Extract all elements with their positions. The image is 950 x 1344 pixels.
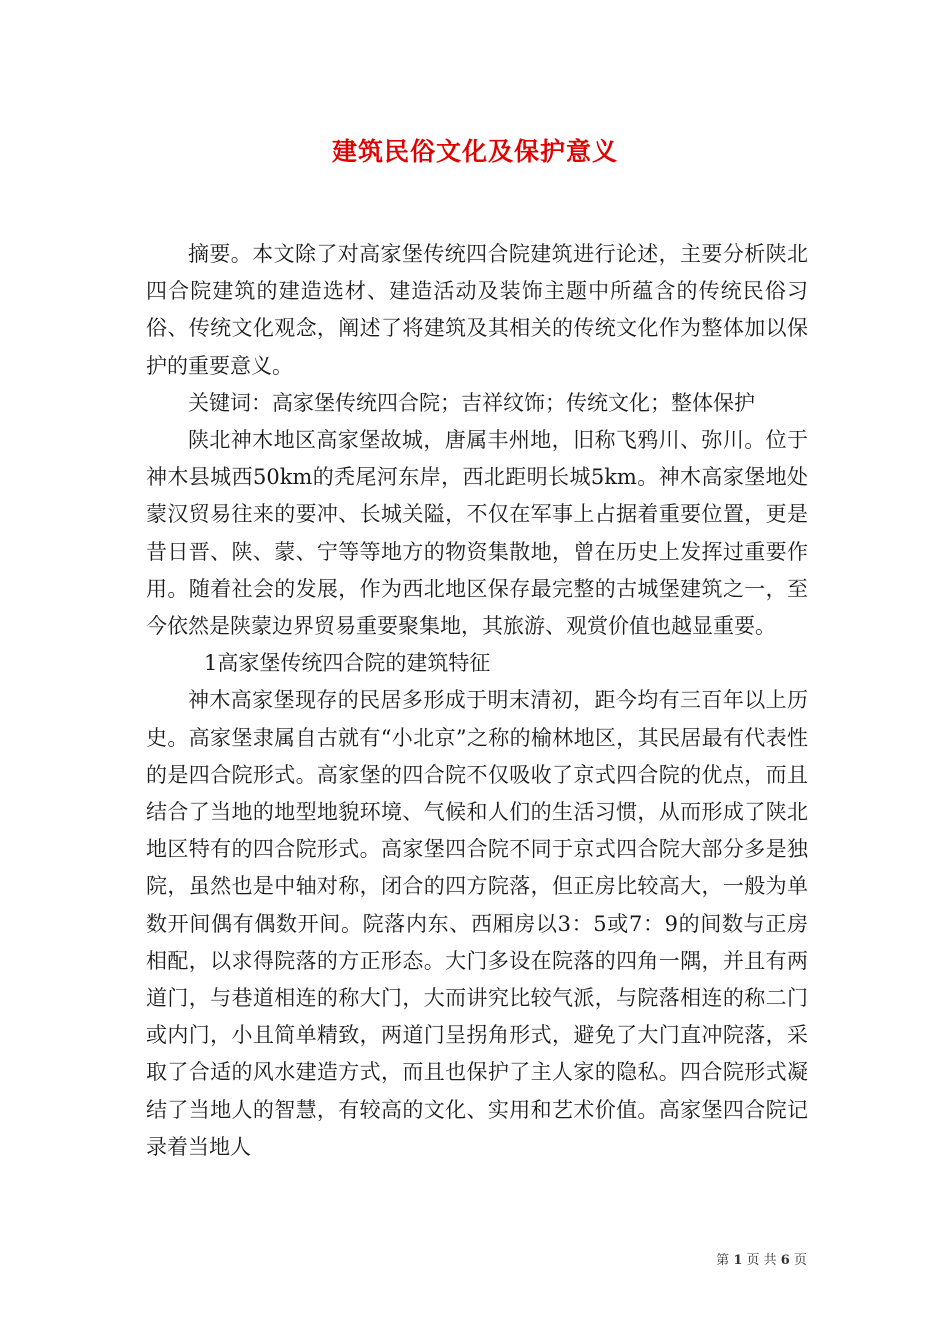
abstract-paragraph: 摘要。本文除了对高家堡传统四合院建筑进行论述，主要分析陕北四合院建筑的建造选材、建造活动及装饰主题中所蕴含的传统民俗习俗、传统文化观念，阐述了将建筑及其相关的传统文化作为整体加以保护的重要意义。 xyxy=(146,242,808,378)
footer-page-number: 1 xyxy=(733,1253,743,1268)
footer-suffix: 页 xyxy=(793,1253,807,1268)
keywords-paragraph: 关键词：高家堡传统四合院；吉祥纹饰；传统文化；整体保护 xyxy=(188,390,755,415)
footer-prefix: 第 xyxy=(716,1253,730,1268)
footer-middle: 页 共 xyxy=(746,1253,777,1268)
page-footer xyxy=(716,1249,807,1268)
document-title: 建筑民俗文化及保护意义 xyxy=(331,137,618,166)
footer-total-pages: 6 xyxy=(780,1253,790,1268)
document-body xyxy=(146,236,808,1166)
intro-paragraph: 陕北神木地区高家堡故城，唐属丰州地，旧称飞鸦川、弥川。位于神木县城西50km的秃尾河东岸，西北距明长城5km。神木高家堡地处蒙汉贸易往来的要冲、长城关隘，不仅在军事上占据着重要位置，更是昔日晋、陕、蒙、宁等等地方的物资集散地，曾在历史上发挥过重要作用。随着社会的发展，作为西北地区保存最完整的古城堡建筑之一，至今依然是陕蒙边界贸易重要聚集地，其旅游、观赏价值也越显重要。 xyxy=(146,428,808,639)
section-paragraph: 神木高家堡现存的民居多形成于明末清初，距今均有三百年以上历史。高家堡隶属自古就有“小北京”之称的榆林地区，其民居最有代表性的是四合院形式。高家堡的四合院不仅吸收了京式四合院的优点，而且结合了当地的地型地貌环境、气候和人们的生活习惯，从而形成了陕北地区特有的四合院形式。高家堡四合院不同于京式四合院大部分多是独院，虽然也是中轴对称，闭合的四方院落，但正房比较高大，一般为单数开间偶有偶数开间。院落内东、西厢房以3：5或7：9的间数与正房相配，以求得院落的方正形态。大门多设在院落的四角一隅，并且有两道门，与巷道相连的称大门，大而讲究比较气派，与院落相连的称二门或内门，小且简单精致，两道门呈拐角形式，避免了大门直冲院落，采取了合适的风水建造方式，而且也保护了主人家的隐私。四合院形式凝结了当地人的智慧，有较高的文化、实用和艺术价值。高家堡四合院记录着当地人 xyxy=(146,688,808,1159)
section-heading: 1高家堡传统四合院的建筑特征 xyxy=(204,651,491,676)
